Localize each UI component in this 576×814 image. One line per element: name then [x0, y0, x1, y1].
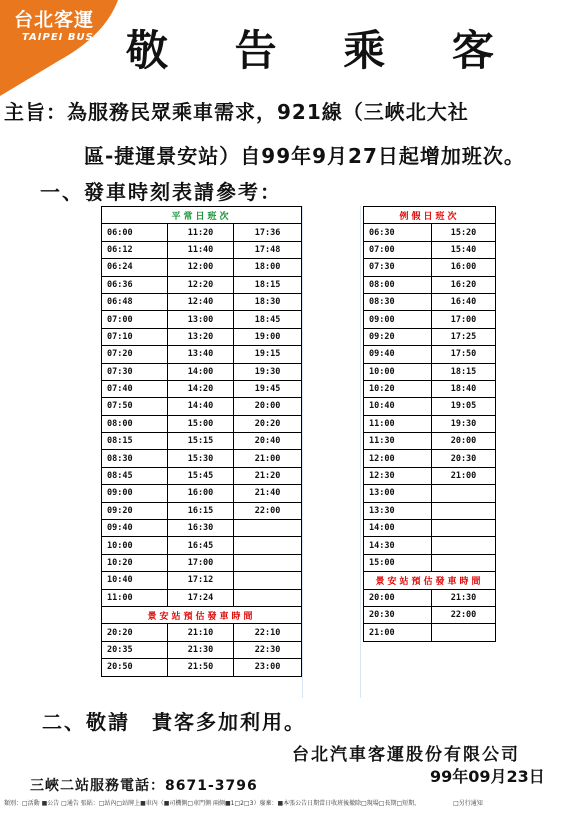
company-name: 台北汽車客運股份有限公司	[292, 745, 520, 765]
departure-time-cell: 14:30	[364, 537, 432, 554]
table-row	[102, 589, 302, 606]
departure-time-cell: 19:05	[432, 398, 496, 415]
departure-time-cell: 21:40	[234, 485, 302, 502]
departure-time-cell: 17:48	[234, 241, 302, 258]
departure-time-cell: 13:30	[364, 502, 432, 519]
departure-time-cell: 09:40	[364, 346, 432, 363]
departure-time-cell: 12:40	[168, 293, 234, 310]
departure-time-cell	[234, 572, 302, 589]
departure-time-cell: 20:30	[364, 606, 432, 623]
departure-time-cell: 15:40	[432, 241, 496, 258]
departure-time-cell	[234, 589, 302, 606]
departure-time-cell: 12:20	[168, 276, 234, 293]
logo-english-text: TAIPEI BUS	[22, 32, 94, 43]
weekday-jingan-subheader	[102, 606, 302, 623]
table-row	[364, 502, 496, 519]
table-row	[102, 311, 302, 328]
table-row	[102, 224, 302, 241]
departure-time-cell: 20:50	[102, 659, 168, 676]
departure-time-cell: 10:20	[364, 380, 432, 397]
departure-time-cell: 09:00	[102, 485, 168, 502]
departure-time-cell: 10:40	[364, 398, 432, 415]
departure-time-cell: 20:20	[234, 415, 302, 432]
departure-time-cell	[234, 537, 302, 554]
departure-time-cell: 10:40	[102, 572, 168, 589]
departure-time-cell: 08:30	[102, 450, 168, 467]
departure-time-cell: 08:15	[102, 433, 168, 450]
notice-purpose-line2: 區-捷運景安站）自99年9月27日起增加班次。	[84, 144, 525, 168]
departure-time-cell: 19:00	[234, 328, 302, 345]
departure-time-cell: 07:50	[102, 398, 168, 415]
departure-time-cell: 14:00	[168, 363, 234, 380]
table-row	[364, 328, 496, 345]
weekday-jingan-subheader-cell: 景安站預估發車時間	[102, 606, 302, 623]
departure-time-cell: 07:40	[102, 380, 168, 397]
departure-time-cell: 06:30	[364, 224, 432, 241]
departure-time-cell: 07:20	[102, 346, 168, 363]
departure-time-cell: 21:30	[432, 589, 496, 606]
departure-time-cell: 11:40	[168, 241, 234, 258]
departure-time-cell: 21:00	[234, 450, 302, 467]
table-row	[102, 328, 302, 345]
table-row	[364, 433, 496, 450]
departure-time-cell: 06:24	[102, 259, 168, 276]
departure-time-cell: 09:40	[102, 520, 168, 537]
departure-time-cell: 10:20	[102, 554, 168, 571]
departure-time-cell: 21:20	[234, 467, 302, 484]
table-row	[102, 276, 302, 293]
departure-time-cell: 07:00	[364, 241, 432, 258]
departure-time-cell: 15:15	[168, 433, 234, 450]
logo-chinese-text: 台北客運	[14, 9, 95, 31]
table-row	[364, 346, 496, 363]
departure-time-cell: 20:35	[102, 641, 168, 658]
departure-time-cell	[432, 537, 496, 554]
departure-time-cell: 21:00	[432, 467, 496, 484]
table-row	[102, 433, 302, 450]
table-row	[364, 606, 496, 623]
departure-time-cell: 06:36	[102, 276, 168, 293]
departure-time-cell: 15:45	[168, 467, 234, 484]
table-row	[364, 380, 496, 397]
table-row	[102, 467, 302, 484]
table-row	[364, 241, 496, 258]
departure-time-cell: 11:30	[364, 433, 432, 450]
departure-time-cell: 20:00	[432, 433, 496, 450]
departure-time-cell: 18:45	[234, 311, 302, 328]
table-row	[102, 537, 302, 554]
notice-purpose-line1: 主旨：為服務民眾乘車需求，921線（三峽北大社	[4, 100, 469, 124]
departure-time-cell: 22:30	[234, 641, 302, 658]
departure-time-cell: 22:00	[234, 502, 302, 519]
departure-time-cell: 20:40	[234, 433, 302, 450]
departure-time-cell: 17:24	[168, 589, 234, 606]
departure-time-cell: 16:40	[432, 293, 496, 310]
company-logo	[0, 0, 140, 100]
departure-time-cell: 11:00	[102, 589, 168, 606]
table-row	[102, 502, 302, 519]
departure-time-cell: 16:30	[168, 520, 234, 537]
table-row	[364, 363, 496, 380]
table-row	[102, 398, 302, 415]
service-phone: 三峽二站服務電話：8671-3796	[30, 778, 258, 794]
departure-time-cell: 20:30	[432, 450, 496, 467]
table-row	[102, 415, 302, 432]
notice-date: 99年09月23日	[430, 767, 545, 786]
table-row	[102, 659, 302, 676]
table-row	[102, 641, 302, 658]
section1-heading: 一、發車時刻表請參考：	[40, 180, 282, 204]
weekday-timetable	[101, 206, 302, 677]
departure-time-cell: 16:45	[168, 537, 234, 554]
departure-time-cell	[234, 520, 302, 537]
departure-time-cell: 07:00	[102, 311, 168, 328]
departure-time-cell: 13:40	[168, 346, 234, 363]
departure-time-cell: 16:15	[168, 502, 234, 519]
departure-time-cell: 15:20	[432, 224, 496, 241]
notice-footer-checklist: 類別：□活動 ■公告 □通告 張貼：□站內□站牌上■車內（■司機側□車門側 兩側■1□2□3）廢棄：■本張公告日期當日收班後撤除□現場□長期□短期， □另行通知	[4, 800, 483, 807]
departure-time-cell: 10:00	[364, 363, 432, 380]
departure-time-cell: 20:00	[364, 589, 432, 606]
table-row	[364, 398, 496, 415]
departure-time-cell: 08:00	[102, 415, 168, 432]
departure-time-cell: 16:20	[432, 276, 496, 293]
departure-time-cell: 17:00	[168, 554, 234, 571]
table-row	[102, 259, 302, 276]
table-row	[364, 537, 496, 554]
table-row	[364, 485, 496, 502]
table-row	[364, 589, 496, 606]
departure-time-cell: 15:30	[168, 450, 234, 467]
table-row	[102, 363, 302, 380]
departure-time-cell: 17:25	[432, 328, 496, 345]
departure-time-cell	[234, 554, 302, 571]
holiday-timetable	[363, 206, 496, 642]
departure-time-cell: 21:30	[168, 641, 234, 658]
departure-time-cell	[432, 554, 496, 571]
departure-time-cell: 17:50	[432, 346, 496, 363]
departure-time-cell: 08:30	[364, 293, 432, 310]
table-row	[364, 293, 496, 310]
departure-time-cell: 16:00	[168, 485, 234, 502]
departure-time-cell: 06:48	[102, 293, 168, 310]
departure-time-cell: 06:00	[102, 224, 168, 241]
weekday-header	[102, 207, 302, 224]
table-row	[364, 467, 496, 484]
departure-time-cell: 16:00	[432, 259, 496, 276]
departure-time-cell: 21:50	[168, 659, 234, 676]
departure-time-cell: 18:40	[432, 380, 496, 397]
departure-time-cell: 19:15	[234, 346, 302, 363]
departure-time-cell	[432, 520, 496, 537]
table-row	[102, 293, 302, 310]
departure-time-cell: 20:20	[102, 624, 168, 641]
departure-time-cell: 06:12	[102, 241, 168, 258]
table-row	[102, 554, 302, 571]
departure-time-cell: 09:20	[102, 502, 168, 519]
departure-time-cell: 07:30	[102, 363, 168, 380]
table-row	[364, 624, 496, 641]
departure-time-cell: 15:00	[168, 415, 234, 432]
holiday-header	[364, 207, 496, 224]
departure-time-cell: 18:15	[234, 276, 302, 293]
departure-time-cell: 19:45	[234, 380, 302, 397]
departure-time-cell: 14:00	[364, 520, 432, 537]
departure-time-cell: 18:30	[234, 293, 302, 310]
departure-time-cell: 12:00	[168, 259, 234, 276]
table-row	[364, 415, 496, 432]
departure-time-cell: 21:10	[168, 624, 234, 641]
table-row	[102, 520, 302, 537]
table-row	[364, 224, 496, 241]
departure-time-cell: 19:30	[234, 363, 302, 380]
departure-time-cell: 14:20	[168, 380, 234, 397]
departure-time-cell	[432, 624, 496, 641]
weekday-header-cell: 平常日班次	[102, 207, 302, 224]
departure-time-cell: 13:00	[168, 311, 234, 328]
departure-time-cell: 21:00	[364, 624, 432, 641]
table-row	[364, 520, 496, 537]
departure-time-cell: 18:15	[432, 363, 496, 380]
departure-time-cell: 17:36	[234, 224, 302, 241]
departure-time-cell: 10:00	[102, 537, 168, 554]
section2-heading: 二、敬請 貴客多加利用。	[42, 710, 306, 734]
holiday-header-cell: 例假日班次	[364, 207, 496, 224]
table-row	[102, 346, 302, 363]
departure-time-cell: 12:00	[364, 450, 432, 467]
departure-time-cell: 14:40	[168, 398, 234, 415]
table-row	[102, 241, 302, 258]
departure-time-cell: 11:20	[168, 224, 234, 241]
departure-time-cell: 23:00	[234, 659, 302, 676]
departure-time-cell: 19:30	[432, 415, 496, 432]
table-row	[364, 311, 496, 328]
table-row	[102, 572, 302, 589]
table-row	[102, 450, 302, 467]
departure-time-cell: 08:45	[102, 467, 168, 484]
notice-title: 敬 告 乘 客	[126, 26, 520, 75]
departure-time-cell: 07:30	[364, 259, 432, 276]
departure-time-cell: 11:00	[364, 415, 432, 432]
departure-time-cell: 17:00	[432, 311, 496, 328]
departure-time-cell: 20:00	[234, 398, 302, 415]
departure-time-cell: 13:20	[168, 328, 234, 345]
departure-time-cell	[432, 485, 496, 502]
departure-time-cell: 17:12	[168, 572, 234, 589]
departure-time-cell: 15:00	[364, 554, 432, 571]
holiday-jingan-subheader-cell: 景安站預估發車時間	[364, 572, 496, 589]
departure-time-cell: 07:10	[102, 328, 168, 345]
table-row	[364, 554, 496, 571]
departure-time-cell	[432, 502, 496, 519]
departure-time-cell: 09:00	[364, 311, 432, 328]
table-row	[102, 624, 302, 641]
departure-time-cell: 18:00	[234, 259, 302, 276]
departure-time-cell: 08:00	[364, 276, 432, 293]
departure-time-cell: 09:20	[364, 328, 432, 345]
table-row	[364, 276, 496, 293]
departure-time-cell: 13:00	[364, 485, 432, 502]
table-row	[102, 485, 302, 502]
table-row	[102, 380, 302, 397]
table-row	[364, 450, 496, 467]
departure-time-cell: 12:30	[364, 467, 432, 484]
departure-time-cell: 22:10	[234, 624, 302, 641]
departure-time-cell: 22:00	[432, 606, 496, 623]
holiday-jingan-subheader	[364, 572, 496, 589]
table-row	[364, 259, 496, 276]
